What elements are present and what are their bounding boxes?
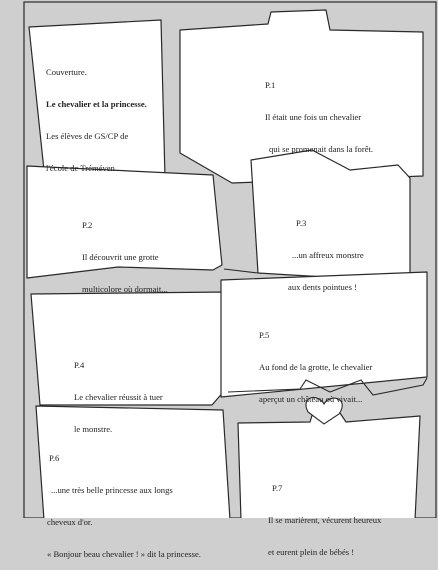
cover-label: Couverture. bbox=[46, 67, 87, 78]
panel-line: le monstre. bbox=[74, 423, 113, 434]
page-number: P.3 bbox=[296, 218, 307, 229]
panel-line: aux dents pointues ! bbox=[288, 281, 357, 292]
panel-line: Il se marièrent, vécurent heureux bbox=[268, 514, 382, 525]
panel-p3-text bbox=[288, 197, 364, 303]
panel-line: cheveux d'or. bbox=[47, 516, 93, 527]
panel-line: multicolore où dormait... bbox=[82, 283, 168, 294]
page-number: P.4 bbox=[74, 360, 85, 371]
panel-p4-text bbox=[74, 339, 163, 445]
cover-text bbox=[46, 46, 147, 184]
panel-p1-text bbox=[265, 59, 373, 165]
panel-line: Au fond de la grotte, le chevalier bbox=[259, 361, 373, 372]
panel-p2-text bbox=[82, 199, 168, 305]
panel-line: ...un affreux monstre bbox=[292, 249, 364, 260]
panel-p5-text bbox=[259, 309, 372, 415]
cover-authors-line1: Les élèves de GS/CP de bbox=[46, 130, 129, 141]
page-number: P.5 bbox=[259, 330, 270, 341]
panel-line: et eurent plein de bébés ! bbox=[268, 546, 355, 557]
book-title: Le chevalier et la princesse. bbox=[46, 98, 147, 109]
panel-line: Il était une fois un chevalier bbox=[265, 111, 362, 122]
panel-line: « Bonjour beau chevalier ! » dit la princesse. bbox=[47, 548, 201, 559]
page-number: P.7 bbox=[272, 483, 283, 494]
page-number: P.6 bbox=[49, 453, 60, 464]
panel-line: aperçut un château où vivait... bbox=[259, 393, 363, 404]
cover-authors-line2: l'école de Tréméven bbox=[46, 162, 115, 173]
panel-p7-text bbox=[268, 462, 381, 568]
panel-line: Il découvrit une grotte bbox=[82, 251, 159, 262]
page-number: P.2 bbox=[82, 220, 93, 231]
panel-line: ...une très belle princesse aux longs bbox=[51, 484, 173, 495]
panel-line: qui se promenait dans la forêt. bbox=[269, 143, 374, 154]
panel-line: Le chevalier réussit à tuer bbox=[74, 391, 163, 402]
panel-p6-text bbox=[47, 432, 201, 570]
page-number: P.1 bbox=[265, 80, 276, 91]
